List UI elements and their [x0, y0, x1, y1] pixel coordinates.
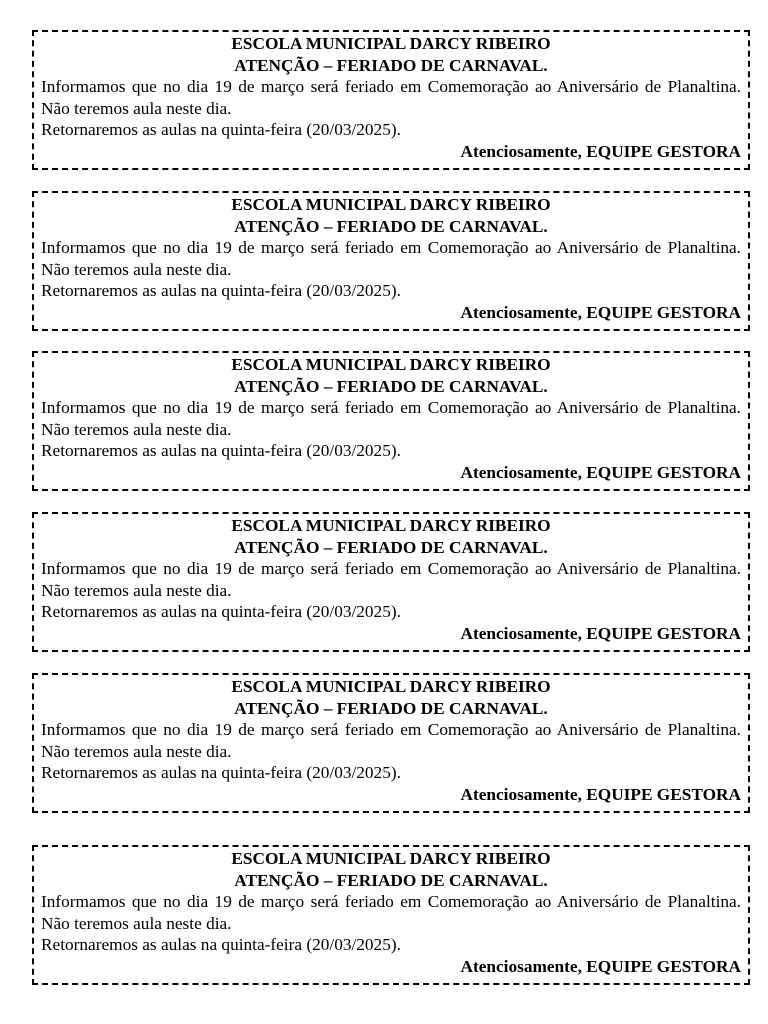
notice-slip [32, 191, 750, 331]
signature: Atenciosamente, EQUIPE GESTORA [460, 462, 741, 482]
school-name: ESCOLA MUNICIPAL DARCY RIBEIRO [231, 195, 551, 214]
signature: Atenciosamente, EQUIPE GESTORA [460, 623, 741, 643]
school-name: ESCOLA MUNICIPAL DARCY RIBEIRO [231, 34, 551, 53]
signature: Atenciosamente, EQUIPE GESTORA [460, 956, 741, 976]
return-note: Retornaremos as aulas na quinta-feira (20/03/2025). [41, 763, 401, 783]
return-note: Retornaremos as aulas na quinta-feira (20/03/2025). [41, 120, 401, 140]
notice-message: Informamos que no dia 19 de março será feriado em Comemoração ao Aniversário de Planaltina. Não teremos aula neste dia. [41, 892, 741, 933]
notice-message: Informamos que no dia 19 de março será feriado em Comemoração ao Aniversário de Planaltina. Não teremos aula neste dia. [41, 238, 741, 279]
notice-message: Informamos que no dia 19 de março será feriado em Comemoração ao Aniversário de Planaltina. Não teremos aula neste dia. [41, 77, 741, 118]
signature: Atenciosamente, EQUIPE GESTORA [460, 302, 741, 322]
return-note: Retornaremos as aulas na quinta-feira (20/03/2025). [41, 602, 401, 622]
school-name: ESCOLA MUNICIPAL DARCY RIBEIRO [231, 849, 551, 868]
signature: Atenciosamente, EQUIPE GESTORA [460, 784, 741, 804]
notice-slip [32, 845, 750, 985]
notice-heading: ATENÇÃO – FERIADO DE CARNAVAL. [234, 216, 548, 236]
return-note: Retornaremos as aulas na quinta-feira (20/03/2025). [41, 281, 401, 301]
signature: Atenciosamente, EQUIPE GESTORA [460, 141, 741, 161]
notice-heading: ATENÇÃO – FERIADO DE CARNAVAL. [234, 698, 548, 718]
notice-heading: ATENÇÃO – FERIADO DE CARNAVAL. [234, 55, 548, 75]
return-note: Retornaremos as aulas na quinta-feira (20/03/2025). [41, 935, 401, 955]
notice-message: Informamos que no dia 19 de março será feriado em Comemoração ao Aniversário de Planaltina. Não teremos aula neste dia. [41, 720, 741, 761]
school-name: ESCOLA MUNICIPAL DARCY RIBEIRO [231, 677, 551, 696]
notice-slip [32, 351, 750, 491]
notice-slip [32, 512, 750, 652]
notice-slip [32, 673, 750, 813]
return-note: Retornaremos as aulas na quinta-feira (20/03/2025). [41, 441, 401, 461]
notice-slip [32, 30, 750, 170]
school-name: ESCOLA MUNICIPAL DARCY RIBEIRO [231, 516, 551, 535]
school-name: ESCOLA MUNICIPAL DARCY RIBEIRO [231, 355, 551, 374]
notice-heading: ATENÇÃO – FERIADO DE CARNAVAL. [234, 870, 548, 890]
notice-message: Informamos que no dia 19 de março será feriado em Comemoração ao Aniversário de Planaltina. Não teremos aula neste dia. [41, 559, 741, 600]
notice-message: Informamos que no dia 19 de março será feriado em Comemoração ao Aniversário de Planaltina. Não teremos aula neste dia. [41, 398, 741, 439]
notice-heading: ATENÇÃO – FERIADO DE CARNAVAL. [234, 537, 548, 557]
notice-heading: ATENÇÃO – FERIADO DE CARNAVAL. [234, 376, 548, 396]
